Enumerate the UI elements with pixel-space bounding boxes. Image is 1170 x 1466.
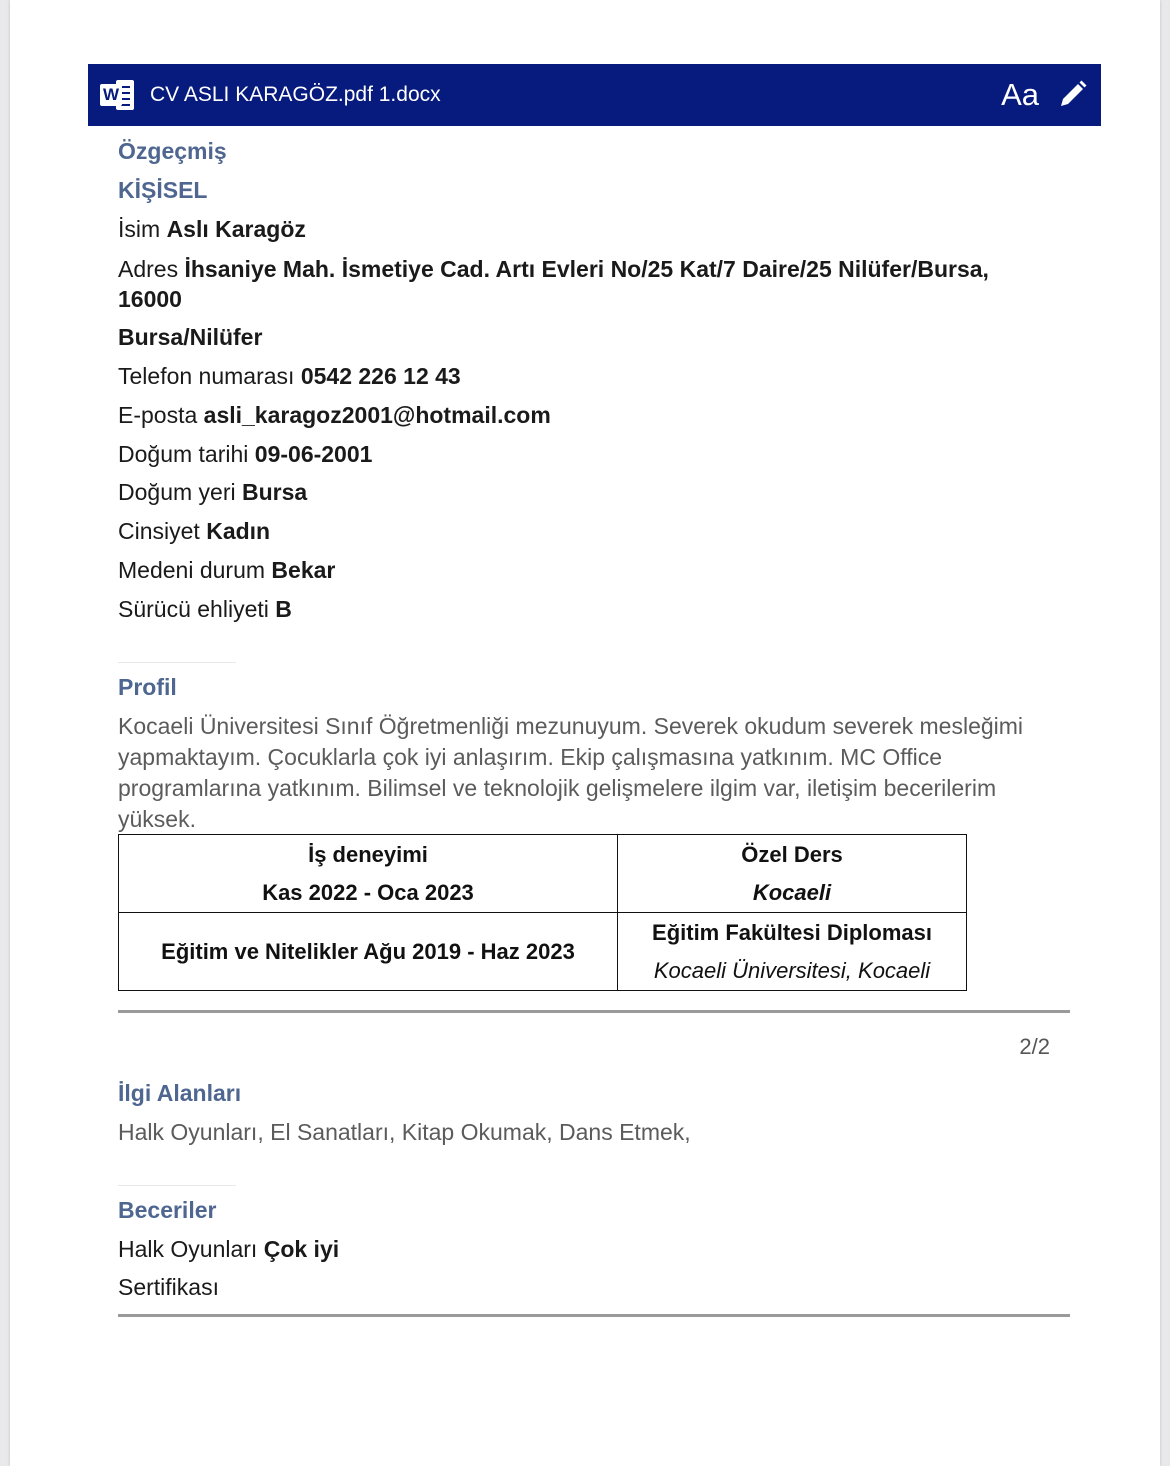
font-size-button[interactable]: Aa xyxy=(1001,77,1039,112)
field-birth-place: Doğum yeri Bursa xyxy=(118,479,308,505)
table-row xyxy=(119,913,967,991)
skill-item: Halk Oyunları Çok iyi xyxy=(118,1236,340,1262)
field-phone: Telefon numarası 0542 226 12 43 xyxy=(118,363,461,389)
interests-heading: İlgi Alanları xyxy=(118,1080,242,1106)
field-driving-license: Sürücü ehliyeti B xyxy=(118,596,292,622)
profile-heading: Profil xyxy=(118,674,177,700)
field-birth-date: Doğum tarihi 09-06-2001 xyxy=(118,441,373,467)
experience-education-table xyxy=(118,834,967,991)
field-address-line2: 16000 xyxy=(118,286,182,312)
field-city: Bursa/Nilüfer xyxy=(118,324,263,350)
page-number: 2/2 xyxy=(1019,1034,1050,1059)
page-bottom-rule xyxy=(118,1010,1070,1013)
document-header-bar xyxy=(88,64,1101,126)
field-name: İsim Aslı Karagöz xyxy=(118,216,306,242)
skill-item-line2: Sertifikası xyxy=(118,1274,219,1300)
skills-heading: Beceriler xyxy=(118,1197,217,1223)
table-row xyxy=(119,835,967,913)
section-divider xyxy=(118,662,236,663)
page-bottom-rule xyxy=(118,1314,1070,1317)
section-divider xyxy=(118,1185,236,1186)
profile-text: Kocaeli Üniversitesi Sınıf Öğretmenliği mezunuyum. Severek okudum severek mesleğimi yapmaktayım. Çocuklarla çok iyi anlaşırım. Ekip çalışmasına yatkınım. MC Office programlarına yatkınım. Bilimsel ve teknolojik gelişmelere ilgim var, iletişim becerilerim yüksek. xyxy=(118,713,1024,832)
field-marital-status: Medeni durum Bekar xyxy=(118,557,336,583)
education-cell: Eğitim ve Nitelikler Ağu 2019 - Haz 2023 xyxy=(119,913,618,991)
field-email: E-posta asli_karagoz2001@hotmail.com xyxy=(118,402,551,428)
personal-heading: KİŞİSEL xyxy=(118,177,208,203)
word-document-icon: W xyxy=(100,78,136,112)
document-file-name: CV ASLI KARAGÖZ.pdf 1.docx xyxy=(150,83,441,106)
education-detail-cell: Eğitim Fakültesi Diploması Kocaeli Üniversitesi, Kocaeli xyxy=(618,913,967,991)
edit-pencil-icon[interactable] xyxy=(1055,78,1089,117)
field-gender: Cinsiyet Kadın xyxy=(118,518,271,544)
cv-title: Özgeçmiş xyxy=(118,138,227,164)
document-page xyxy=(10,0,1160,1466)
experience-detail-cell: Özel Ders Kocaeli xyxy=(618,835,967,913)
experience-cell: İş deneyimi Kas 2022 - Oca 2023 xyxy=(119,835,618,913)
interests-text: Halk Oyunları, El Sanatları, Kitap Okumak, Dans Etmek, xyxy=(118,1119,691,1145)
field-address: Adres İhsaniye Mah. İsmetiye Cad. Artı Evleri No/25 Kat/7 Daire/25 Nilüfer/Bursa, xyxy=(118,256,989,282)
